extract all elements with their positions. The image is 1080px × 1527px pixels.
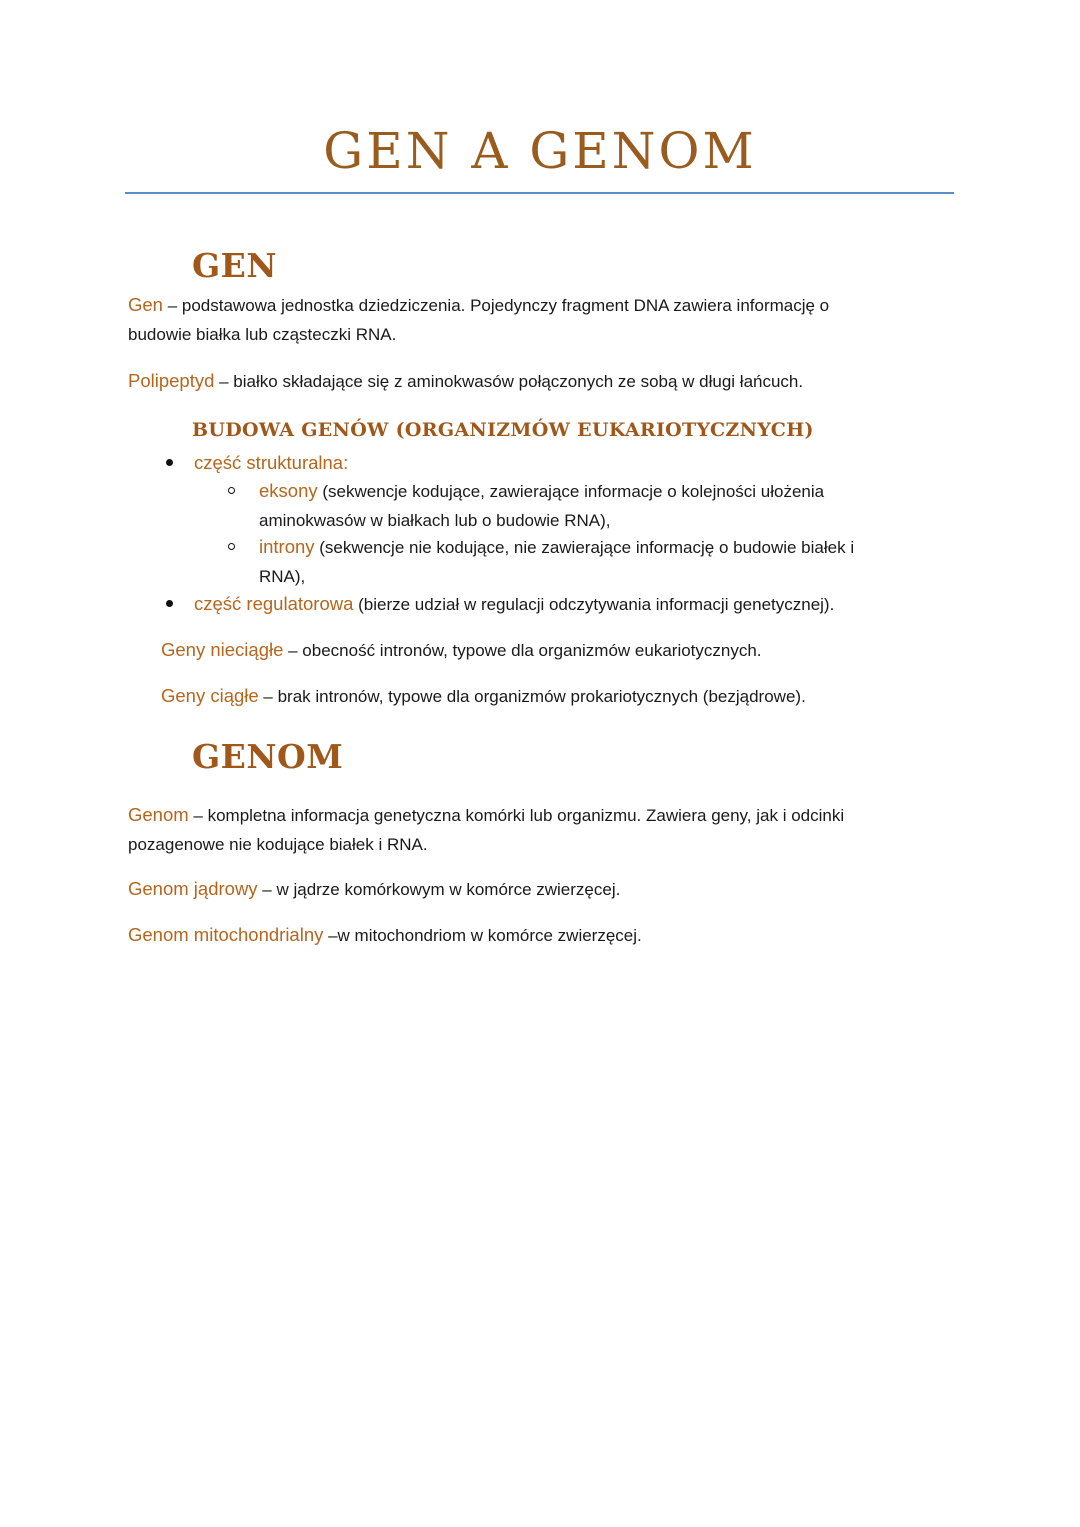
desc-gen-line2: budowie białka lub cząsteczki RNA. [128, 325, 397, 344]
term-introny: introny [259, 536, 315, 557]
desc-geny-ciagle: – brak intronów, typowe dla organizmów prokariotycznych (bezjądrowe). [258, 687, 806, 706]
paragraph-gen [128, 290, 829, 349]
term-genom-mitochondrialny: Genom mitochondrialny [128, 924, 324, 945]
paragraph-genom-mitochondrialny [128, 920, 642, 950]
item-introny [259, 532, 854, 591]
bullet-dot [166, 459, 173, 466]
desc-genom-mitochondrialny: –w mitochondriom w komórce zwierzęcej. [323, 926, 642, 945]
desc-polipeptyd: – białko składające się z aminokwasów połączonych ze sobą w długi łańcuch. [214, 372, 804, 391]
paragraph-genom [128, 800, 844, 859]
term-geny-nieciagle: Geny nieciągłe [161, 639, 284, 660]
paragraph-geny-ciagle [161, 681, 806, 711]
term-polipeptyd: Polipeptyd [128, 370, 215, 391]
term-eksony: eksony [259, 480, 318, 501]
sub-bullet-circle [228, 543, 235, 550]
term-geny-ciagle: Geny ciągłe [161, 685, 259, 706]
paragraph-genom-jadrowy [128, 874, 620, 904]
bullet-dot [166, 600, 173, 607]
desc-genom-line1: – kompletna informacja genetyczna komórki lub organizmu. Zawiera geny, jak i odcinki [188, 806, 845, 825]
paragraph-geny-nieciagle [161, 635, 762, 665]
term-gen: Gen [128, 294, 163, 315]
desc-genom-jadrowy: – w jądrze komórkowym w komórce zwierzęcej. [257, 880, 621, 899]
title-underline [125, 192, 954, 194]
page-title: GEN A GENOM [323, 122, 757, 180]
term-regulatory: część regulatorowa [194, 593, 354, 614]
item-eksony [259, 476, 824, 535]
item-structural [194, 448, 348, 478]
desc-eksony-line2: aminokwasów w białkach lub o budowie RNA), [259, 511, 611, 530]
desc-introny-line1: (sekwencje nie kodujące, nie zawierające informację o budowie białek i [314, 538, 855, 557]
desc-geny-nieciagle: – obecność intronów, typowe dla organizmów eukariotycznych. [283, 641, 762, 660]
term-structural: część strukturalna: [194, 452, 349, 473]
item-regulatory [194, 589, 834, 619]
desc-introny-line2: RNA), [259, 567, 306, 586]
heading-genom: GENOM [192, 737, 344, 776]
paragraph-polipeptyd [128, 366, 803, 396]
heading-budowa-genow: BUDOWA GENÓW (ORGANIZMÓW EUKARIOTYCZNYCH) [192, 419, 814, 441]
desc-eksony-line1: (sekwencje kodujące, zawierające informacje o kolejności ułożenia [317, 482, 825, 501]
desc-gen-line1: – podstawowa jednostka dziedziczenia. Pojedynczy fragment DNA zawiera informację o [162, 296, 830, 315]
desc-genom-line2: pozagenowe nie kodujące białek i RNA. [128, 835, 428, 854]
desc-regulatory: (bierze udział w regulacji odczytywania informacji genetycznej). [353, 595, 835, 614]
sub-bullet-circle [228, 487, 235, 494]
heading-gen: GEN [192, 246, 277, 285]
term-genom: Genom [128, 804, 189, 825]
term-genom-jadrowy: Genom jądrowy [128, 878, 258, 899]
